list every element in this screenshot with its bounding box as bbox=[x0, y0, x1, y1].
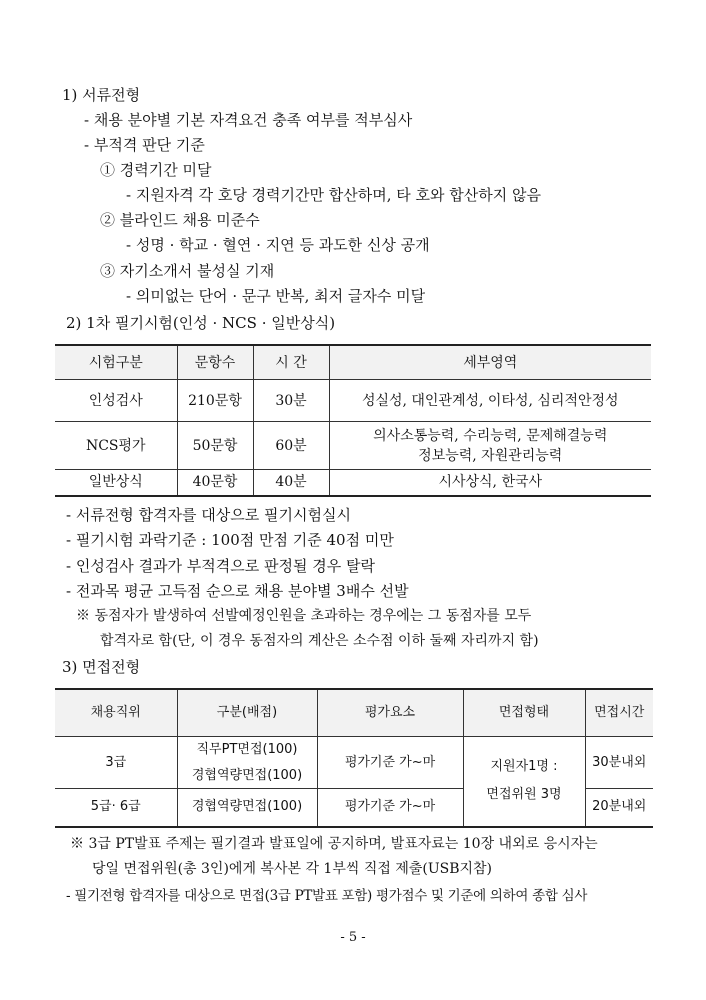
table-cell: 60분 bbox=[253, 422, 329, 470]
s1-line-1: - 채용 분야별 기본 자격요건 충족 여부를 적부심사 bbox=[84, 111, 413, 129]
s1-criterion-1: ① 경력기간 미달 bbox=[100, 161, 212, 179]
s3-bullet-1: - 필기전형 합격자를 대상으로 면접(3급 PT발표 포함) 평가점수 및 기준에 의하여 종합 심사 bbox=[66, 888, 588, 904]
table-cell: 평가기준 가~마 bbox=[317, 789, 463, 827]
table-cell: NCS평가 bbox=[55, 422, 177, 470]
table-cell-line: 경협역량면접(100) bbox=[191, 767, 303, 783]
table-cell: 50문항 bbox=[177, 422, 253, 470]
table-header: 채용직위 bbox=[55, 689, 177, 737]
section-1-heading: 1) 서류전형 bbox=[62, 86, 141, 104]
table-cell-line: 직무PT면접(100) bbox=[196, 741, 298, 757]
s2-note-line-2: 합격자로 함(단, 이 경우 동점자의 계산은 소수점 이하 둘째 자리까지 함) bbox=[100, 633, 539, 649]
table-cell: 210문항 bbox=[177, 380, 253, 422]
s3-note-line-2: 당일 면접위원(총 3인)에게 복사본 각 1부씩 직접 제출(USB지참) bbox=[92, 861, 493, 877]
s1-line-2: - 부적격 판단 기준 bbox=[84, 136, 205, 154]
table-cell-line: 지원자1명 : bbox=[490, 759, 558, 775]
s2-bullet-1: - 서류전형 합격자를 대상으로 필기시험실시 bbox=[66, 506, 351, 524]
table-cell: 40분 bbox=[253, 470, 329, 496]
s2-bullet-4: - 전과목 평균 고득점 순으로 채용 분야별 3배수 선발 bbox=[66, 582, 409, 600]
table-header: 시 간 bbox=[253, 345, 329, 380]
table-cell: 3급 bbox=[55, 737, 177, 789]
table-cell: 30분 bbox=[253, 380, 329, 422]
page-number: - 5 - bbox=[340, 930, 366, 945]
table-header: 면접시간 bbox=[585, 689, 653, 737]
table-row bbox=[55, 470, 651, 496]
s1-criterion-1-detail: - 지원자격 각 호당 경력기간만 합산하며, 타 호와 합산하지 않음 bbox=[126, 186, 542, 204]
table-header: 면접형태 bbox=[463, 689, 585, 737]
table-header: 시험구분 bbox=[55, 345, 177, 380]
s1-criterion-2-detail: - 성명 · 학교 · 혈연 · 지연 등 과도한 신상 공개 bbox=[126, 236, 430, 254]
table-header: 문항수 bbox=[177, 345, 253, 380]
s1-criterion-2: ② 블라인드 채용 미준수 bbox=[100, 211, 260, 229]
table-row bbox=[55, 422, 651, 470]
table-cell: 30분내외 bbox=[592, 754, 647, 770]
interview-table bbox=[55, 688, 653, 828]
s2-bullet-2: - 필기시험 과락기준 : 100점 만점 기준 40점 미만 bbox=[66, 531, 394, 549]
s1-criterion-3-detail: - 의미없는 단어 · 문구 반복, 최저 글자수 미달 bbox=[126, 287, 426, 305]
s2-note-line-1: ※ 동점자가 발생하여 선발예정인원을 초과하는 경우에는 그 동점자를 모두 bbox=[76, 608, 532, 624]
table-header: 구분(배점) bbox=[177, 689, 317, 737]
table-cell: 5급· 6급 bbox=[55, 789, 177, 827]
table-cell: 시사상식, 한국사 bbox=[329, 470, 651, 496]
table-cell-line: 면접위원 3명 bbox=[486, 787, 562, 803]
table-header: 세부영역 bbox=[329, 345, 651, 380]
table-cell: 일반상식 bbox=[55, 470, 177, 496]
table-cell: 성실성, 대인관계성, 이타성, 심리적안정성 bbox=[361, 392, 619, 409]
section-3-heading: 3) 면접전형 bbox=[62, 658, 141, 676]
table-header: 평가요소 bbox=[317, 689, 463, 737]
table-cell: 20분내외 bbox=[585, 789, 653, 827]
table-cell: 경협역량면접(100) bbox=[177, 789, 317, 827]
section-2-heading: 2) 1차 필기시험(인성 · NCS · 일반상식) bbox=[66, 314, 336, 332]
s3-note-line-1: ※ 3급 PT발표 주제는 필기결과 발표일에 공지하며, 발표자료는 10장 내외로 응시자는 bbox=[70, 836, 598, 852]
s2-bullet-3: - 인성검사 결과가 부적격으로 판정될 경우 탈락 bbox=[66, 557, 375, 575]
table-cell-line: 정보능력, 자원관리능력 bbox=[418, 447, 563, 464]
table-row bbox=[55, 380, 651, 422]
table-cell: 40문항 bbox=[177, 470, 253, 496]
table-cell bbox=[463, 737, 585, 827]
written-exam-table bbox=[55, 344, 651, 497]
table-cell: 인성검사 bbox=[55, 380, 177, 422]
table-cell-line: 의사소통능력, 수리능력, 문제해결능력 bbox=[373, 427, 608, 444]
table-cell bbox=[177, 737, 317, 789]
table-cell bbox=[329, 422, 651, 470]
table-row bbox=[55, 737, 653, 789]
s1-criterion-3: ③ 자기소개서 불성실 기재 bbox=[100, 262, 275, 280]
table-cell: 평가기준 가~마 bbox=[317, 737, 463, 789]
